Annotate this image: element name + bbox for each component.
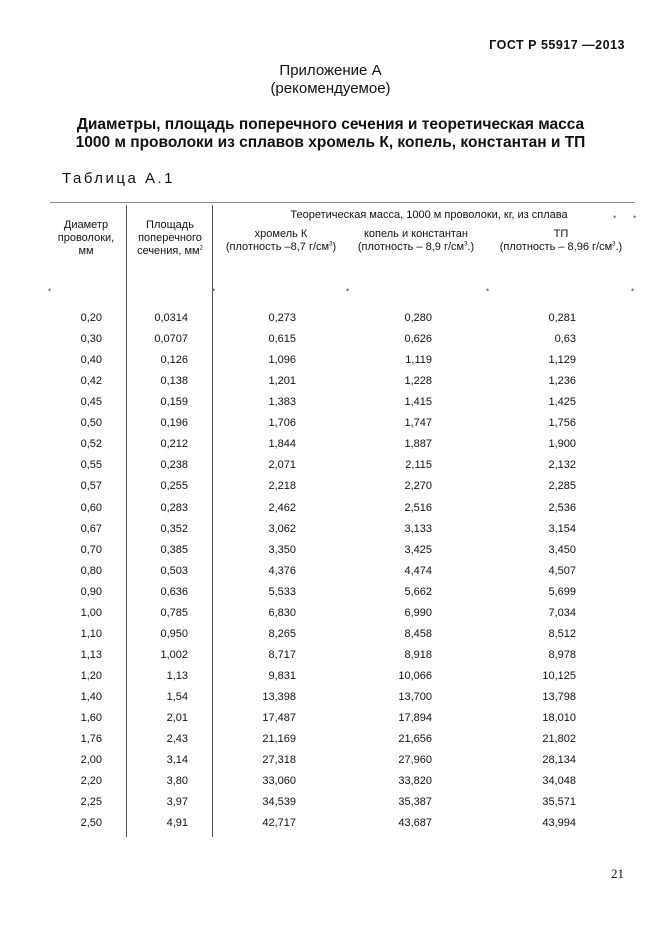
cell-area: 0,0707	[154, 333, 188, 346]
header-diameter-line: проволоки,	[57, 232, 115, 244]
cell-mass-copel: 1,747	[404, 417, 432, 430]
cell-mass-chromel: 1,096	[268, 354, 296, 367]
header-area-line: поперечного	[138, 232, 202, 244]
cell-diameter: 1,60	[80, 712, 102, 724]
cell-mass-tp: 13,798	[542, 690, 576, 703]
table-top-rule	[50, 202, 635, 203]
cell-mass-chromel: 1,706	[268, 417, 296, 430]
cell-area: 0,212	[160, 438, 188, 451]
grid-mark: •	[613, 212, 617, 222]
cell-mass-copel: 33,820	[398, 775, 432, 788]
cell-mass-copel: 2,516	[404, 501, 432, 514]
grid-mark: •	[631, 285, 635, 295]
cell-mass-chromel: 34,539	[262, 796, 296, 809]
cell-diameter: 0,90	[80, 585, 102, 598]
table-row	[0, 733, 661, 754]
header-copel-density	[348, 241, 484, 254]
table-row	[0, 565, 661, 586]
density-sup: 3	[329, 241, 333, 248]
cell-mass-tp: 8,978	[548, 648, 576, 661]
header-mass-group: Теоретическая масса, 1000 м проволоки, кг, из сплава	[290, 209, 568, 221]
table-row	[0, 586, 661, 607]
cell-area: 0,0314	[154, 312, 188, 324]
table-row	[0, 754, 661, 775]
cell-area: 2,43	[166, 733, 188, 745]
cell-diameter: 0,80	[80, 564, 102, 577]
cell-mass-copel: 8,458	[404, 627, 432, 640]
cell-mass-copel: 3,133	[404, 522, 432, 535]
table-row	[0, 607, 661, 628]
cell-diameter: 1,20	[80, 669, 102, 682]
cell-diameter: 0,40	[80, 354, 102, 367]
cell-mass-chromel: 4,376	[268, 564, 296, 577]
cell-area: 0,636	[160, 585, 188, 598]
table-row	[0, 396, 661, 417]
table-row	[0, 775, 661, 796]
cell-mass-tp: 1,900	[548, 438, 576, 451]
cell-mass-copel: 17,894	[398, 712, 432, 724]
table-row	[0, 312, 661, 333]
density-sup: 3	[612, 241, 616, 248]
cell-mass-tp: 0,281	[548, 312, 576, 324]
cell-diameter: 0,70	[80, 543, 102, 556]
cell-mass-tp: 1,425	[548, 396, 576, 409]
document-title-line1: Диаметры, площадь поперечного сечения и теоретическая масса	[76, 116, 585, 133]
cell-mass-copel: 2,115	[405, 459, 432, 472]
table-row	[0, 523, 661, 544]
table-row	[0, 712, 661, 733]
cell-mass-chromel: 5,533	[268, 585, 296, 598]
cell-area: 1,54	[166, 690, 188, 703]
cell-mass-copel: 43,687	[398, 817, 432, 830]
table-row	[0, 649, 661, 670]
table-row	[0, 333, 661, 354]
cell-area: 0,126	[160, 354, 188, 367]
table-row	[0, 480, 661, 501]
header-area-line: Площадь	[146, 219, 194, 231]
appendix-heading	[0, 62, 661, 98]
cell-area: 3,14	[166, 754, 188, 766]
cell-mass-tp: 5,699	[548, 585, 576, 598]
cell-area: 3,97	[166, 796, 188, 809]
cell-mass-copel: 1,119	[405, 354, 432, 367]
cell-diameter: 0,50	[80, 417, 102, 430]
cell-mass-copel: 2,270	[404, 480, 432, 493]
cell-mass-chromel: 2,071	[268, 459, 296, 472]
cell-mass-chromel: 27,318	[262, 754, 296, 766]
grid-mark: •	[346, 285, 350, 295]
cell-mass-chromel: 17,487	[262, 712, 296, 724]
cell-mass-tp: 1,129	[548, 354, 576, 367]
cell-mass-copel: 8,918	[404, 648, 432, 661]
cell-mass-chromel: 8,717	[268, 648, 296, 661]
table-row	[0, 375, 661, 396]
cell-mass-copel: 4,474	[404, 564, 432, 577]
table-row	[0, 459, 661, 480]
cell-mass-chromel: 0,273	[268, 312, 296, 324]
cell-area: 3,80	[166, 775, 188, 788]
cell-mass-chromel: 9,831	[268, 669, 296, 682]
cell-mass-tp: 2,285	[548, 480, 576, 493]
cell-area: 4,91	[166, 817, 188, 830]
cell-mass-chromel: 2,462	[268, 501, 296, 514]
cell-mass-copel: 1,415	[404, 396, 432, 409]
cell-mass-tp: 18,010	[542, 712, 576, 724]
header-tp-density	[488, 241, 634, 254]
cell-mass-tp: 0,63	[554, 333, 576, 346]
appendix-subtitle: (рекомендуемое)	[270, 80, 391, 97]
cell-mass-tp: 21,802	[542, 733, 576, 745]
cell-area: 0,255	[160, 480, 188, 493]
cell-mass-copel: 5,662	[404, 585, 432, 598]
appendix-title: Приложение А	[279, 62, 382, 79]
header-diameter-line: мм	[78, 245, 94, 257]
cell-diameter: 0,55	[80, 459, 102, 472]
table-row	[0, 502, 661, 523]
cell-mass-tp: 8,512	[548, 627, 576, 640]
cell-mass-chromel: 1,201	[268, 375, 296, 388]
table-row	[0, 670, 661, 691]
cell-area: 1,13	[166, 669, 188, 682]
cell-diameter: 1,13	[80, 648, 102, 661]
header-copel	[348, 228, 484, 254]
cell-mass-chromel: 6,830	[268, 606, 296, 619]
cell-area: 0,138	[160, 375, 188, 388]
cell-mass-chromel: 8,265	[268, 627, 296, 640]
header-tp	[488, 228, 634, 254]
document-title-line2: 1000 м проволоки из сплавов хромель К, копель, константан и ТП	[75, 134, 586, 151]
cell-mass-tp: 2,132	[548, 459, 576, 472]
density-end: .)	[467, 241, 475, 253]
cell-mass-copel: 27,960	[398, 754, 432, 766]
cell-mass-copel: 0,626	[404, 333, 432, 346]
cell-mass-tp: 7,034	[548, 606, 576, 619]
density-end: )	[332, 241, 337, 253]
cell-mass-tp: 2,536	[548, 501, 576, 514]
cell-mass-tp: 3,154	[548, 522, 576, 535]
cell-area: 0,159	[160, 396, 188, 409]
cell-mass-tp: 4,507	[548, 564, 576, 577]
cell-mass-tp: 28,134	[542, 754, 576, 766]
cell-mass-tp: 1,756	[548, 417, 576, 430]
header-area-text: сечения, мм	[137, 245, 200, 257]
cell-diameter: 1,10	[80, 627, 102, 640]
grid-mark: •	[212, 285, 216, 295]
cell-area: 0,352	[160, 522, 188, 535]
density-sup: 3	[464, 241, 468, 248]
cell-diameter: 0,42	[80, 375, 102, 388]
cell-mass-copel: 35,387	[398, 796, 432, 809]
cell-mass-copel: 21,656	[398, 733, 432, 745]
cell-area: 0,196	[160, 417, 188, 430]
cell-diameter: 2,50	[80, 817, 102, 830]
cell-mass-copel: 13,700	[398, 690, 432, 703]
table-row	[0, 438, 661, 459]
grid-mark: •	[48, 285, 52, 295]
cell-mass-copel: 6,990	[404, 606, 432, 619]
density-text: (плотность – 8,9 г/см	[357, 241, 465, 253]
cell-mass-copel: 0,280	[404, 312, 432, 324]
cell-mass-copel: 3,425	[404, 543, 432, 556]
cell-mass-copel: 1,228	[404, 375, 432, 388]
cell-area: 0,785	[160, 606, 188, 619]
header-chromel	[214, 228, 348, 254]
grid-mark: •	[633, 212, 637, 222]
header-area-line	[128, 245, 212, 258]
cell-diameter: 0,60	[80, 501, 102, 514]
table-caption: Таблица А.1	[62, 170, 175, 187]
cell-area: 0,503	[160, 564, 188, 577]
cell-mass-copel: 1,887	[404, 438, 432, 451]
table-row	[0, 354, 661, 375]
cell-diameter: 2,25	[80, 796, 102, 809]
cell-mass-chromel: 33,060	[262, 775, 296, 788]
cell-mass-chromel: 13,398	[262, 690, 296, 703]
cell-mass-chromel: 1,383	[268, 396, 296, 409]
standard-code: ГОСТ Р 55917 —2013	[489, 38, 625, 52]
cell-area: 2,01	[166, 712, 188, 724]
cell-mass-chromel: 3,062	[268, 522, 296, 535]
density-text: (плотность –8,7 г/см	[225, 241, 330, 253]
table-row	[0, 628, 661, 649]
cell-mass-chromel: 3,350	[268, 543, 296, 556]
cell-diameter: 0,57	[80, 480, 102, 493]
table-row	[0, 417, 661, 438]
cell-area: 0,238	[160, 459, 188, 472]
cell-mass-chromel: 42,717	[262, 817, 296, 830]
page-number: 21	[611, 866, 624, 881]
table-row	[0, 691, 661, 712]
cell-mass-chromel: 21,169	[262, 733, 296, 745]
table-row	[0, 817, 661, 838]
cell-area: 0,283	[160, 501, 188, 514]
table-row	[0, 544, 661, 565]
cell-mass-tp: 10,125	[542, 669, 576, 682]
cell-diameter: 0,67	[80, 522, 102, 535]
cell-mass-chromel: 1,844	[268, 438, 296, 451]
header-diameter	[48, 219, 124, 258]
cell-diameter: 2,00	[80, 754, 102, 766]
cell-mass-tp: 35,571	[542, 796, 576, 809]
cell-mass-chromel: 0,615	[268, 333, 296, 346]
cell-diameter: 0,20	[80, 312, 102, 324]
cell-diameter: 0,30	[80, 333, 102, 346]
cell-mass-copel: 10,066	[398, 669, 432, 682]
cell-mass-tp: 1,236	[548, 375, 576, 388]
header-copel-name: копель и константан	[363, 228, 468, 240]
header-area-sup: 2	[199, 245, 203, 252]
cell-area: 0,950	[160, 627, 188, 640]
cell-mass-chromel: 2,218	[268, 480, 296, 493]
density-text: (плотность – 8,96 г/см	[499, 241, 613, 253]
cell-diameter: 1,00	[80, 606, 102, 619]
header-area	[128, 219, 212, 258]
cell-diameter: 1,40	[80, 690, 102, 703]
cell-diameter: 0,52	[80, 438, 102, 451]
cell-mass-tp: 34,048	[542, 775, 576, 788]
table-row	[0, 796, 661, 817]
cell-area: 1,002	[160, 648, 188, 661]
cell-mass-tp: 3,450	[548, 543, 576, 556]
header-chromel-density	[214, 241, 348, 254]
cell-diameter: 0,45	[80, 396, 102, 409]
cell-area: 0,385	[160, 543, 188, 556]
grid-mark: •	[486, 285, 490, 295]
density-end: .)	[615, 241, 623, 253]
cell-diameter: 2,20	[80, 775, 102, 788]
cell-mass-tp: 43,994	[542, 817, 576, 830]
header-chromel-name: хромель К	[254, 228, 308, 240]
document-title	[0, 116, 661, 152]
header-diameter-line: Диаметр	[63, 219, 109, 231]
header-tp-name: ТП	[553, 228, 569, 240]
cell-diameter: 1,76	[80, 733, 102, 745]
